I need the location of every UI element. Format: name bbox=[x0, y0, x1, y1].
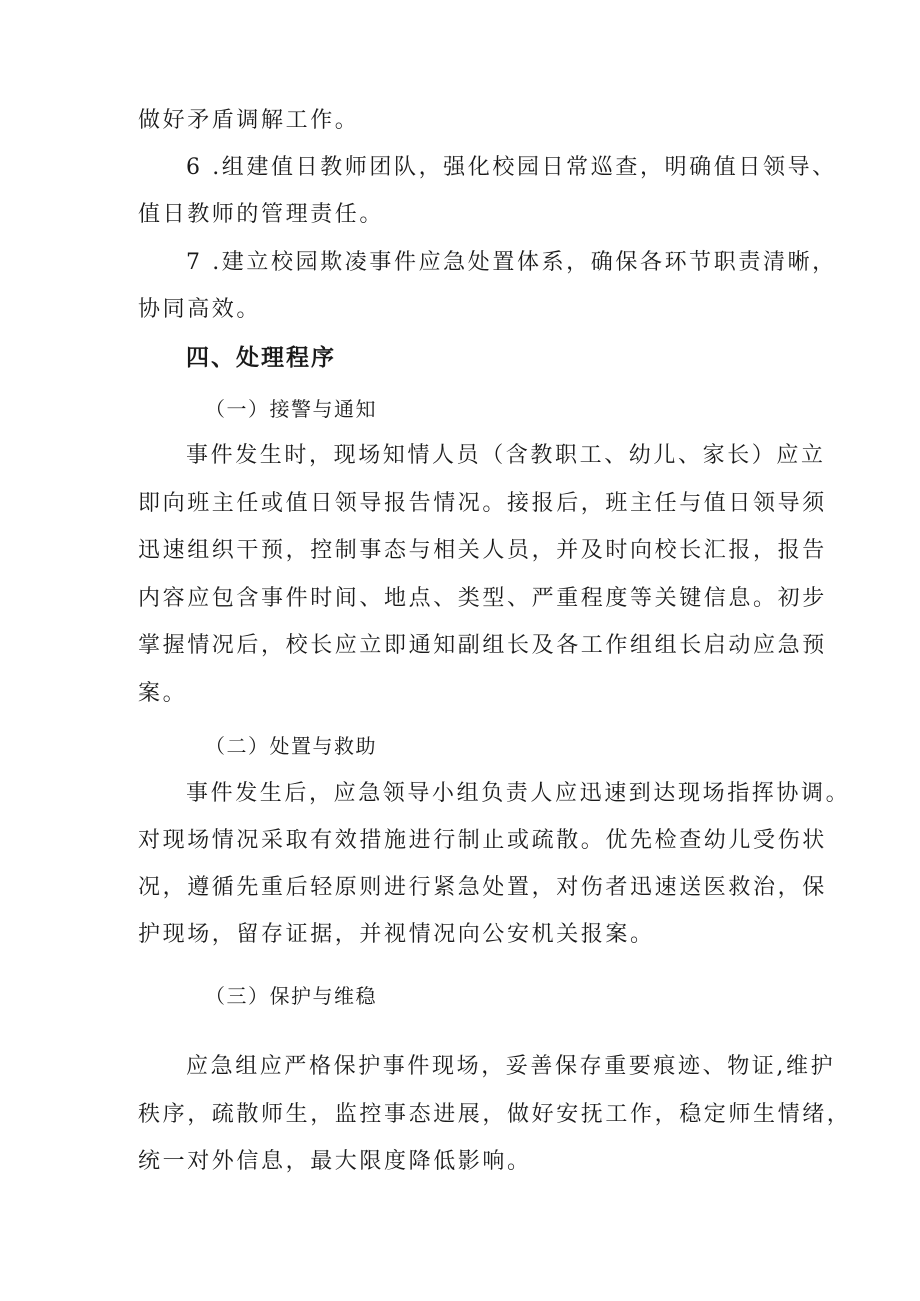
paragraph-line: 掌握情况后，校长应立即通知副组长及各工作组组长启动应急预 bbox=[138, 633, 827, 658]
list-item-6: 6 .组建值日教师团队，强化校园日常巡查，明确值日领导、 bbox=[186, 155, 837, 180]
paragraph-line: 况，遵循先重后轻原则进行紧急处置，对伤者迅速送医救治，保 bbox=[138, 875, 827, 900]
text-line: 协同高效。 bbox=[138, 297, 262, 322]
section-heading: 四、处理程序 bbox=[186, 345, 336, 371]
paragraph-line: 事件发生时，现场知情人员（含教职工、幼儿、家长）应立 bbox=[186, 443, 826, 468]
paragraph-line: 事件发生后，应急领导小组负责人应迅速到达现场指挥协调。 bbox=[186, 781, 851, 806]
text-line: 做好矛盾调解工作。 bbox=[138, 108, 360, 133]
paragraph-line: 内容应包含事件时间、地点、类型、严重程度等关键信息。初步 bbox=[138, 586, 827, 611]
subsection-title-3: （三）保护与维稳 bbox=[205, 984, 377, 1008]
paragraph-line: 对现场情况采取有效措施进行制止或疏散。优先检查幼儿受伤状 bbox=[138, 828, 827, 853]
subsection-title-1: （一）接警与通知 bbox=[205, 397, 377, 421]
paragraph-line: 应急组应严格保护事件现场，妥善保存重要痕迹、物证,维护 bbox=[186, 1054, 836, 1079]
paragraph-line: 案。 bbox=[138, 681, 188, 706]
paragraph-line: 迅速组织干预，控制事态与相关人员，并及时向校长汇报，报告 bbox=[138, 538, 827, 563]
subsection-title-2: （二）处置与救助 bbox=[205, 734, 377, 758]
paragraph-line: 统一对外信息，最大限度降低影响。 bbox=[138, 1149, 532, 1174]
paragraph-line: 秩序，疏散师生，监控事态进展，做好安抚工作，稳定师生情绪， bbox=[138, 1102, 852, 1127]
paragraph-line: 护现场，留存证据，并视情况向公安机关报案。 bbox=[138, 922, 655, 947]
text-line: 值日教师的管理责任。 bbox=[138, 202, 385, 227]
list-item-7: 7 .建立校园欺凌事件应急处置体系，确保各环节职责清晰， bbox=[186, 250, 837, 275]
paragraph-line: 即向班主任或值日领导报告情况。接报后，班主任与值日领导须 bbox=[138, 491, 827, 516]
